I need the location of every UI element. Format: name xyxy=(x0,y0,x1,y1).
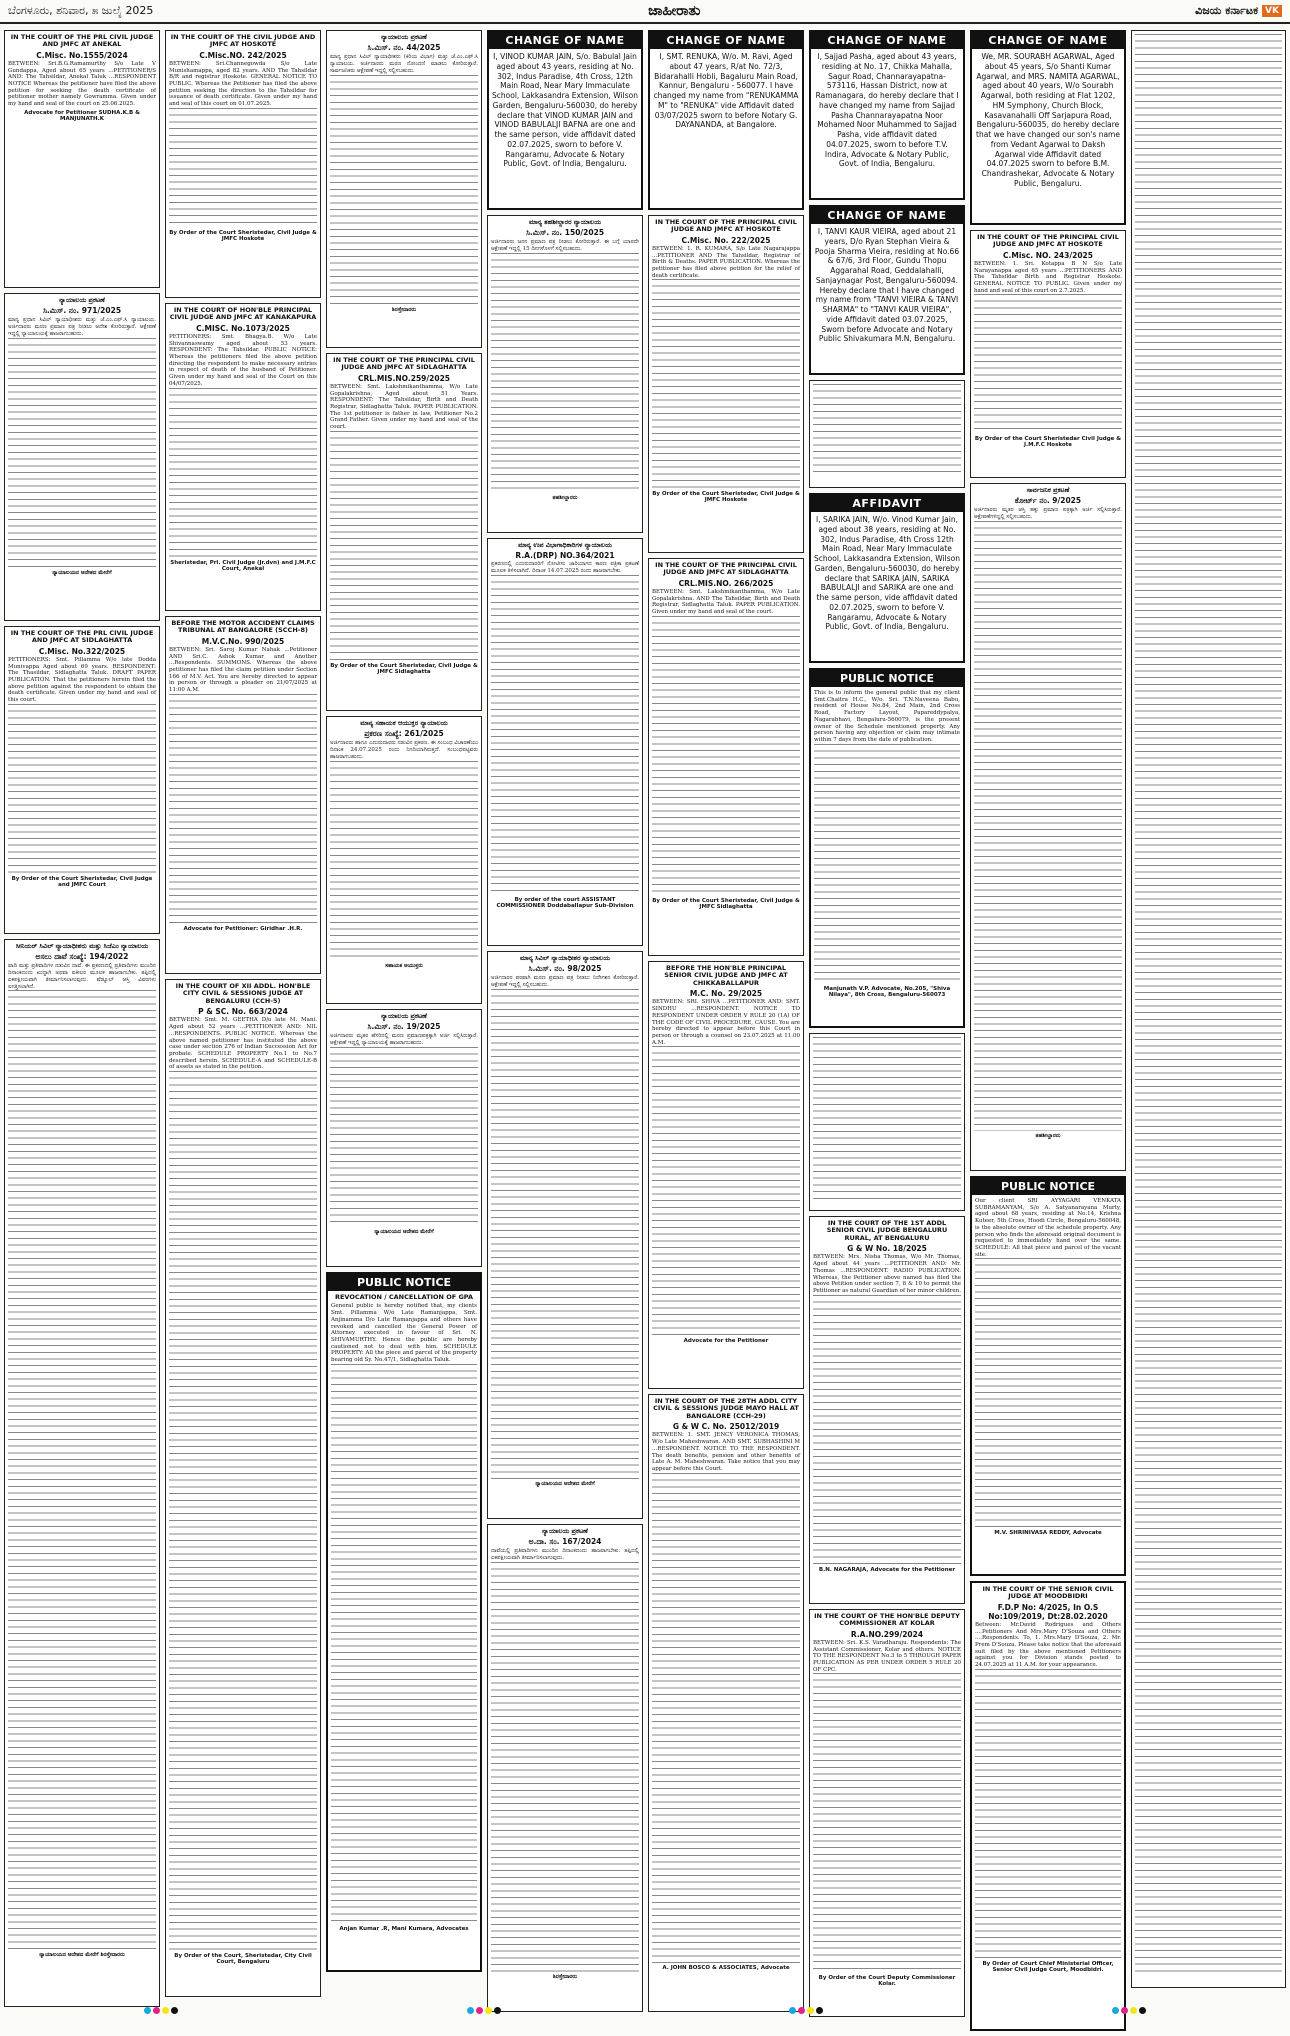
ad-body: ಅರ್ಜಿದಾರರ ಪರವಾಗಿ ಮರಣ ಪ್ರಮಾಣ ಪತ್ರ ನೀಡಲು ನಿರ್ದೇಶನ ಕೋರಿರುತ್ತಾರೆ. ಆಕ್ಷೇಪಣೆ ಇದ್ದಲ್ಲಿ ಸಲ್ಲಿಸಬಹುದು. xyxy=(491,975,639,988)
ad-signature: By Order of the Court Deputy Commissioner Kolar. xyxy=(813,1975,961,1987)
ad-body: BETWEEN: Sri.Channegowda S/o Late Munishamappa, aged 82 years. AND The Tahsildar B/R and registrar Hoskote. GENERAL NOTICE TO PUBLIC. Whereas the Petitioner has filed the above petition seeking the direction to the Tahsildar for issuance of death certificate. Given under my hand and seal of this court on 01.07.2025. xyxy=(169,61,317,108)
legal-ad xyxy=(809,1216,965,1604)
classifieds-page xyxy=(0,24,1290,1999)
legal-ad xyxy=(809,1609,965,2017)
legal-ad xyxy=(326,1009,482,1267)
ad-body: Between: Mr.David Rodrigues and Others ....Petitioners And Mrs.Mary D'Souza and Others ....Respondents. To, 1. Mrs.Mary D'Souza, 2. Mr. Prem D'Souza. Please take notice that the aforesaid suit filed by the above mentioned Petitioners against you for Division stands posted to 24.07.2025 at 11 A.M. for your appearance. xyxy=(975,1622,1121,1669)
text-block xyxy=(169,108,317,228)
text-block xyxy=(813,1673,961,1973)
text-block xyxy=(169,694,317,924)
ad-title: BEFORE THE MOTOR ACCIDENT CLAIMS TRIBUNAL AT BANGALORE (SCCH-8) xyxy=(169,620,317,635)
ad-signature: By Order of the Court Sheristedar, Civil Judge & JMFC Sidlaghatta xyxy=(330,663,478,675)
legal-ad xyxy=(4,293,160,621)
kannada-notice xyxy=(809,380,965,488)
ad-body: BETWEEN: Sri.B.G.Ramamurthy S/o Late V Gundappa, Aged about 65 years ...PETITIONER/S AND: The Tahsildar, Anekal Taluk ...RESPONDENT NOTICE Whereas the petitioner have filed the above petition for seeking the death certificate of petitioner mother namely Gowramma. Given under my hand and seal of the court on 25.06.2025. xyxy=(8,61,156,108)
ad-signature: By Order of the Court Sheristedar, Civil Judge & JMFC Sidlaghatta xyxy=(652,898,800,910)
ad-signature: M.V. SHRINIVASA REDDY, Advocate xyxy=(975,1530,1121,1536)
text-block xyxy=(330,75,478,305)
public-notice-banner: PUBLIC NOTICE xyxy=(328,1274,480,1291)
ad-title: BEFORE THE HON'BLE PRINCIPAL SENIOR CIVIL JUDGE AND JMFC AT CHIKKABALLAPUR xyxy=(652,965,800,987)
ad-title: ಮಾನ್ಯ ಸಹಾಯಕ ಆಯುಕ್ತರ ನ್ಯಾಯಾಲಯ xyxy=(330,720,478,727)
ad-body: BETWEEN: SRI. SHIVA ...PETITIONER AND: SMT. SINDHU ...RESPONDENT. NOTICE TO RESPONDENT UNDER ORDER V RULE 20 (1A) OF THE CODE OF CIVIL PROCEDURE, CAUSE. You are hereby directed to appear before this Court in person or through a counsel on 23.07.2025 at 11.00 A.M. xyxy=(652,999,800,1046)
ad-title: IN THE COURT OF THE PRINCIPAL CIVIL JUDGE AND JMFC AT SIDLAGHATTA xyxy=(330,357,478,372)
text-block xyxy=(652,616,800,896)
ad-body: ಅರ್ಜಿದಾರರು ಹಾಗೂ ಎದುರುದಾರರು ನಡುವಿನ ಪ್ರಕರಣ. ಈ ಸಂಬಂಧ ವಿಚಾರಣೆಯು ದಿನಾಂಕ 24.07.2025 ರಂದು ನಿಗದಿಯಾಗಿರುತ್ತದೆ. ಸಂಬಂಧಪಟ್ಟವರು ಹಾಜರಾಗಬಹುದು. xyxy=(330,740,478,760)
change-of-name xyxy=(809,205,965,375)
ad-signature: By order of the court ASSISTANT COMMISSIONER Doddaballapur Sub-Division xyxy=(491,897,639,909)
ad-body: General public is hereby notified that, my clients Smt. Pillamma W/o Late Ramanjappa, Smt. Anjinamma D/o Late Ramanjappa and others have revoked and cancelled the General Power of Attorney executed in favour of Sri. N. SHIVAMURTHY. Hence the public are hereby cautioned not to deal with him. SCHEDULE PROPERTY: All the piece and parcel of the property bearing old Sy. No.47/1, Sidlaghatta Taluk. xyxy=(331,1303,477,1363)
ad-signature: A. JOHN BOSCO & ASSOCIATES, Advocate xyxy=(652,1965,800,1971)
text-block xyxy=(652,1046,800,1336)
ad-case-number: ಅ.ದಾ. ಸಂ. 167/2024 xyxy=(491,1537,639,1547)
ad-body: BETWEEN: Smt. Lakshmikanthamma, W/o Late Gopalakrishna, Aged about 51 Years. RESPONDENT: The Tahsildar, Birth and Death Registrar, Sidlaghatta Taluk. PAPER PUBLICATION. The 1st petitioner is father in law, Petitioner No.2 Grand Father. Given under my hand and seal of the court. xyxy=(330,384,478,431)
ad-title: IN THE COURT OF THE CIVIL JUDGE AND JMFC AT HOSKOTE xyxy=(169,34,317,49)
ad-signature: By Order of Court Chief Ministerial Officer, Senior Civil Judge Court, Moodbidri. xyxy=(975,1961,1121,1973)
brand-name: ವಿಜಯ ಕರ್ನಾಟಕ xyxy=(1195,4,1258,18)
ad-case-number: M.C. No. 29/2025 xyxy=(652,989,800,998)
ad-case-number: C.Misc. No.1555/2024 xyxy=(8,51,156,60)
ad-title: ನ್ಯಾಯಾಲಯ ಪ್ರಕಟಣೆ xyxy=(8,297,156,304)
kannada-notice xyxy=(809,1033,965,1211)
ad-body: BETWEEN: 1. R. KUMARA, S/o Late Nagarajappa ...PETITIONER AND The Tahsildar, Registrar of Birth & Deaths. PAPER PUBLICATION. Whereas the petitioner has filed above petition for the relief of death certificate. xyxy=(652,246,800,280)
page-header xyxy=(0,0,1290,24)
public-notice-banner: PUBLIC NOTICE xyxy=(811,670,963,687)
ad-body: BETWEEN: Mrs. Nisha Thomas, W/o Mr. Thomas, Aged about 44 years ...PETITIONER AND: Mr. Thomas ...RESPONDENT. RADIO PUBLICATION. Whereas, the Petitioner above named has filed the above Petition under section 7, 8 & 10 to permit the Petitioner as natural Guardian of her minor children. xyxy=(813,1254,961,1294)
ad-case-number: P & SC. No. 663/2024 xyxy=(169,1007,317,1016)
legal-ad xyxy=(487,215,643,533)
ad-body: PETITIONERS: Smt. Bhagya.B. W/o Late Shivannaswamy aged about 53 years. RESPONDENT: The Tahsildar. PUBLIC NOTICE: Whereas the petitioners filed the above petition directing the respondent to make necessary entries in respect of death of the husband of Petitioner. Given under my hand and seal of the Court on this 04/07/2025. xyxy=(169,334,317,388)
text-block xyxy=(813,1037,961,1199)
legal-ad xyxy=(4,30,160,288)
ad-title: IN THE COURT OF THE PRINCIPAL CIVIL JUDGE AND JMFC AT SIDLAGHATTA xyxy=(652,562,800,577)
legal-ad xyxy=(165,616,321,974)
change-of-name-text: I, VINOD KUMAR JAIN, S/o. Babulal Jain aged about 43 years, residing at No. 302, Indus Paradise, 4th Cross, 12th Main Road, Near Mary Immaculate School, Lakkasandra Extension, Wilson Garden, Bengaluru-560030, do hereby declare that VINOD KUMAR JAIN and VINOD BABULALJI BAFNA are one and the same person, vide affidavit dated 02.07.2025, sworn to before V. Rangaramu, Advocate & Notary Public, Govt. of India, Bengaluru. xyxy=(492,52,638,169)
text-block xyxy=(975,1258,1121,1528)
registration-mark-icon xyxy=(1112,2007,1146,2014)
ad-title: IN THE COURT OF THE PRL CIVIL JUDGE AND JMFC AT ANEKAL xyxy=(8,34,156,49)
legal-ad xyxy=(326,716,482,1004)
ad-title: IN THE COURT OF THE PRINCIPAL CIVIL JUDGE AND JMFC AT HOSKOTE xyxy=(652,219,800,234)
change-of-name-banner: CHANGE OF NAME xyxy=(811,32,963,49)
column-6 xyxy=(809,30,965,2022)
ad-signature: By Order of the Court Sheristedar, Civil Judge and JMFC Court xyxy=(8,876,156,888)
change-of-name-banner: CHANGE OF NAME xyxy=(489,32,641,49)
ad-signature: Advocate for Petitioner SUDHA.K.B & MANJUNATH.K xyxy=(8,110,156,122)
ad-body: ಅರ್ಜಿದಾರರು ಮೃತರ ಆಸ್ತಿ ಹಕ್ಕು ಪ್ರಮಾಣ ಪತ್ರಕ್ಕಾಗಿ ಅರ್ಜಿ ಸಲ್ಲಿಸಿರುತ್ತಾರೆ. ಆಕ್ಷೇಪಣೆಗಳಿದ್ದಲ್ಲಿ ಸಲ್ಲಿಸಬಹುದು. xyxy=(974,507,1122,520)
column-7 xyxy=(970,30,1126,2036)
ad-signature: By Order of the Court, Sheristedar, City Civil Court, Bengaluru xyxy=(169,1953,317,1965)
change-of-name-text: I, Sajjad Pasha, aged about 43 years, residing at No. 17, Chikka Mahalla, Sagur Road, Channarayapatna-573116, Hassan District, now at Ramanagara, do hereby declare that I have changed my name from Sajjad Pasha Channarayapatna Noor Mohamed Noor Muhammed to Sajjad Pasha, vide affidavit dated 04.07.2025, sworn to before T.V. Indira, Advocate & Notary Public, Govt. of India, Bengaluru. xyxy=(814,52,960,169)
ad-title: ನ್ಯಾಯಾಲಯ ಪ್ರಕಟಣೆ xyxy=(330,1013,478,1020)
legal-ad xyxy=(165,303,321,611)
legal-ad xyxy=(165,979,321,1997)
ad-title: ನ್ಯಾಯಾಲಯ ಪ್ರಕಟಣೆ xyxy=(491,1528,639,1535)
ad-body: ಮಾನ್ಯ ಪ್ರಧಾನ ಸಿವಿಲ್ ನ್ಯಾಯಾಧೀಶರು (ಕಿರಿಯ ವಿಭಾಗ) ಮತ್ತು ಜೆ.ಎಂ.ಎಫ್.ಸಿ ನ್ಯಾಯಾಲಯ. ಅರ್ಜಿದಾರರು ಮರಣ ನೋಂದಣಿ ಮಾಡಲು ಕೋರಿರುತ್ತಾರೆ. ಸಾರ್ವಜನಿಕರು ಆಕ್ಷೇಪಣೆ ಇದ್ದಲ್ಲಿ ಸಲ್ಲಿಸಬಹುದು. xyxy=(330,54,478,74)
ad-case-number: ಅಸಲು ದಾವೆ ಸಂಖ್ಯೆ: 194/2022 xyxy=(8,952,156,962)
ad-signature: Manjunath V.P. Advocate, No.205, "Shiva Nilaya", 8th Cross, Bengaluru-560073 xyxy=(814,986,960,998)
legal-ad xyxy=(648,961,804,1389)
text-block xyxy=(975,1669,1121,1959)
ad-body: BETWEEN: Sri. Saroj Kumar Nahak ...Petitioner AND Sri.C. Ashok Kumar and Another ...Respondents. SUMMONS. Whereas the above petitioner has filed the claim petition under Section 166 of M.V. Act. You are hereby directed to appear in person or through a pleader on 21/07/2025 at 11:00 A.M. xyxy=(169,647,317,694)
ad-body: BETWEEN: 1. SMT. JENCY VERONICA THOMAS, W/o Late Maheshwaran. AND SMT. SUBHASHINI M ...RESPONDENT. NOTICE TO THE RESPONDENT. The death benefits, pension and other benefits of Late A. M. Maheshwaran. Take notice that you may appear before this Court. xyxy=(652,1432,800,1472)
ad-body: BETWEEN: 1. Sri. Kotappa B N S/o Late Narayanappa aged 65 years ...PETITIONERS AND The Tahsildar Birth and Registrar Hoskote. GENERAL NOTICE TO PUBLIC. Given under my hand and seal of this court on 2.7.2025. xyxy=(974,261,1122,295)
ad-title: IN THE COURT OF THE PRL CIVIL JUDGE AND JMFC AT SIDLAGHATTA xyxy=(8,630,156,645)
text-block xyxy=(974,521,1122,1131)
ad-case-number: G & W No. 18/2025 xyxy=(813,1244,961,1253)
text-block xyxy=(974,294,1122,434)
ad-title: ನ್ಯಾಯಾಲಯ ಪ್ರಕಟಣೆ xyxy=(330,34,478,41)
text-block xyxy=(652,279,800,489)
ad-signature: ತಹಶೀಲ್ದಾರರು xyxy=(491,495,639,502)
text-block xyxy=(169,1071,317,1951)
public-notice xyxy=(326,1272,482,1972)
ad-case-number: ಸಿ.ಮಿಸ್. ನಂ. 150/2025 xyxy=(491,228,639,238)
legal-ad xyxy=(648,215,804,553)
text-block xyxy=(8,338,156,568)
ad-signature: B.N. NAGARAJA, Advocate for the Petitioner xyxy=(813,1567,961,1573)
ad-body: PETITIONERS: Smt. Pillamma W/o late Dodda Munivappa Aged about 69 years. RESPONDENT: The Thasildar, Sidlaghatta Taluk. DRAFT PAPER PUBLICATION. That the petitioners herein filed the above petition against the respondent to obtain the death certificate. Given under my hand and seal of this court. xyxy=(8,657,156,704)
column-4 xyxy=(487,30,643,2017)
ad-signature: ನ್ಯಾಯಾಲಯದ ಆದೇಶದ ಮೇರೆಗೆ ಶಿರಸ್ತೇದಾರರು xyxy=(8,1952,156,1959)
ad-title: IN THE COURT OF THE SENIOR CIVIL JUDGE AT MOODBIDRI xyxy=(975,1586,1121,1601)
text-block xyxy=(330,1047,478,1227)
text-block xyxy=(491,989,639,1479)
legal-ad xyxy=(487,951,643,1519)
print-registration-marks xyxy=(0,2004,1290,2016)
ad-case-number: ಕೋರ್ಟ್ ನಂ. 9/2025 xyxy=(974,496,1122,506)
change-of-name-text: I, TANVI KAUR VIEIRA, aged about 21 years, D/o Ryan Stephan Vieira & Pooja Sharma Vieira, residing at No.66 & 67/6, 3rd Floor, Gundu Thopu Aggarahal Road, Geddalahalli, Sanjaynagar Post, Bengaluru-560094. Hereby declare that I have changed my name from "TANVI VIEIRA & TANVI SHARMA" to "TANVI KAUR VIEIRA", vide Affidavit dated 03.07.2025, Sworn before Advocate and Notary Public Shivakumara M.N, Bengaluru. xyxy=(814,227,960,344)
change-of-name xyxy=(487,30,643,210)
text-block xyxy=(813,384,961,476)
text-block xyxy=(813,1295,961,1565)
ad-signature: ನ್ಯಾಯಾಲಯದ ಆದೇಶದ ಮೇರೆಗೆ xyxy=(330,1229,478,1236)
ad-body: BETWEEN: Smt. Lakshmikanthamma, W/o Late Gopalakrishna. AND The Tahsildar, Birth and Death Registrar, Sidlaghatta Taluk. PAPER PUBLICATION. Given under my hand and seal of the court. xyxy=(652,589,800,616)
text-block xyxy=(330,761,478,961)
legal-ad xyxy=(970,230,1126,478)
registration-mark-icon xyxy=(144,2007,178,2014)
affidavit-banner: AFFIDAVIT xyxy=(811,495,963,512)
legal-ad xyxy=(4,939,160,2007)
change-of-name-text: We, MR. SOURABH AGARWAL, Aged about 45 years, S/o Shanti Kumar Agarwal, and MRS. NAMITA AGARWAL, aged about 40 years, W/o Sourabh Agarwal, both residing at Flat 1202, HM Symphony, Church Block, Kasavanahalli Off Sarjapura Road, Bengaluru-560035, do hereby declare that we have changed our son's name from Vedant Agarwal to Daksh Agarwal vide Affidavit dated 04.07.2025 sworn to before B.M. Chandrashekar, Advocate & Notary Public, Bengaluru. xyxy=(975,52,1121,189)
ad-signature: Anjan Kumar .R, Mani Kumara, Advocates xyxy=(331,1926,477,1932)
ad-title: IN THE COURT OF THE 28TH ADDL CITY CIVIL & SESSIONS JUDGE MAYO HALL AT BANGALORE (CCH-29) xyxy=(652,1398,800,1420)
text-block xyxy=(491,575,639,895)
ad-signature: ಸಹಾಯಕ ಆಯುಕ್ತರು xyxy=(330,963,478,970)
text-block xyxy=(331,1364,477,1924)
ad-title: IN THE COURT OF HON'BLE PRINCIPAL CIVIL JUDGE AND JMFC AT KANAKAPURA xyxy=(169,307,317,322)
ad-case-number: C.Misc. No. 222/2025 xyxy=(652,236,800,245)
ad-case-number: ಸಿ.ಮಿಸ್. ನಂ. 971/2025 xyxy=(8,306,156,316)
text-block xyxy=(814,744,960,984)
ad-signature: ಶಿರಸ್ತೇದಾರರು xyxy=(491,1974,639,1981)
ad-case-number: CRL.MIS.NO. 266/2025 xyxy=(652,579,800,588)
text-block xyxy=(169,388,317,558)
legal-ad xyxy=(487,1524,643,2012)
ad-case-number: C.MISC. No.1073/2025 xyxy=(169,324,317,333)
ad-signature: Sheristedar, Prl. Civil Judge (Jr.dvn) and J.M.F.C Court, Anekal xyxy=(169,560,317,572)
brand xyxy=(1195,4,1282,18)
brand-logo-icon: VK xyxy=(1262,5,1282,17)
public-notice xyxy=(970,1176,1126,1576)
legal-ad xyxy=(970,483,1126,1171)
registration-mark-icon xyxy=(789,2007,823,2014)
ad-title: IN THE COURT OF THE PRINCIPAL CIVIL JUDGE AND JMFC AT HOSKOTE xyxy=(974,234,1122,249)
change-of-name-banner: CHANGE OF NAME xyxy=(811,207,963,224)
column-3 xyxy=(326,30,482,1977)
ad-signature: ಶಿರಸ್ತೇದಾರರು xyxy=(330,307,478,314)
ad-body: BETWEEN: Smt. M. GEETHA D/o late M. Mani. Aged about 52 years ...PETITIONER AND: NIL ...RESPONDENTS. PUBLIC NOTICE. Whereas the above named petitioner has instituted the above case under section 276 of Indian Succession Act for probate. SCHEDULE PROPERTY No.1 to No.7 described herein. SCHEDULE-A and SCHEDULE-B of assets as stated in the petition. xyxy=(169,1017,317,1071)
ad-case-number: R.A.(DRP) NO.364/2021 xyxy=(491,551,639,560)
text-block xyxy=(652,1473,800,1963)
change-of-name-text: I, SMT. RENUKA, W/o. M. Ravi, Aged about 47 years, R/at No. 72/3, Bidarahalli Hobli, Bagaluru Main Road, Kannur, Bengaluru - 560077. I have changed my name from "RENUKAMMA M" to "RENUKA" vide Affidavit dated 03/07/2025 sworn to before Notary G. DAYANANDA, at Bangalore. xyxy=(653,52,799,130)
ad-case-number: C.Misc. No.322/2025 xyxy=(8,647,156,656)
column-1 xyxy=(4,30,160,2012)
ad-case-number: R.A.NO.299/2024 xyxy=(813,1630,961,1639)
text-block xyxy=(1135,34,1282,1974)
registration-mark-icon xyxy=(467,2007,501,2014)
ad-body: ಮಾನ್ಯ ಪ್ರಧಾನ ಸಿವಿಲ್ ನ್ಯಾಯಾಧೀಶರು ಮತ್ತು ಜೆ.ಎಂ.ಎಫ್.ಸಿ ನ್ಯಾಯಾಲಯ. ಅರ್ಜಿದಾರರು ಮರಣ ಪ್ರಮಾಣ ಪತ್ರ ನೀಡಲು ಆದೇಶ ಕೋರಿರುತ್ತಾರೆ. ಆಕ್ಷೇಪಣೆ ಇದ್ದಲ್ಲಿ ನ್ಯಾಯಾಲಯಕ್ಕೆ ಹಾಜರಾಗಬಹುದು. xyxy=(8,317,156,337)
ad-body: ದಾವೆಯಲ್ಲಿ ಪ್ರತಿವಾದಿಗಳು ಮುಂದಿನ ದಿನಾಂಕದಂದು ಹಾಜರಾಗಬೇಕು. ತಪ್ಪಿದಲ್ಲಿ ಏಕಪಕ್ಷೀಯವಾಗಿ ತೀರ್ಮಾನಿಸಲಾಗುವುದು. xyxy=(491,1548,639,1561)
ad-signature: By Order of the Court Sheristedar Civil Judge & J.M.F.C Hoskote xyxy=(974,436,1122,448)
public-notice-banner: PUBLIC NOTICE xyxy=(972,1178,1124,1195)
ad-body: BETWEEN: Sri. K.S. Varadharaju. Respondents: The Assistant Commissioner, Kolar and others. NOTICE TO THE RESPONDENT No.3 to 5 THROUGH PAPER PUBLICATION AS PER UNDER ORDER 5 RULE 20 OF CPC. xyxy=(813,1640,961,1674)
ad-signature: By Order of the Court Sheristedar, Civil Judge & JMFC Hoskote xyxy=(652,491,800,503)
text-block xyxy=(8,704,156,874)
ad-signature: By Order of the Court Sheristedar, Civil Judge & JMFC Hoskote xyxy=(169,230,317,242)
ad-case-number: M.V.C.No. 990/2025 xyxy=(169,637,317,646)
ad-signature: ನ್ಯಾಯಾಲಯದ ಆದೇಶದ ಮೇರೆಗೆ xyxy=(8,570,156,577)
change-of-name-banner: CHANGE OF NAME xyxy=(650,32,802,49)
ad-case-number: CRL.MIS.NO.259/2025 xyxy=(330,374,478,383)
ad-title: ಸಾರ್ವಜನಿಕ ಪ್ರಕಟಣೆ xyxy=(974,487,1122,494)
ad-case-number: G & W C. No. 25012/2019 xyxy=(652,1422,800,1431)
public-notice xyxy=(809,668,965,1028)
change-of-name xyxy=(648,30,804,210)
ad-title: IN THE COURT OF THE HON'BLE DEPUTY COMMISSIONER AT KOLAR xyxy=(813,1613,961,1628)
affidavit-text: I, SARIKA JAIN, W/o. Vinod Kumar Jain, aged about 38 years, residing at No. 302, Indus Paradise, 4th Cross 12th Main Road, Near Mary Immaculate School, Lakkasandra Extension, Wilson Garden, Bengaluru-560030, do hereby declare that SARIKA JAIN, SARIKA BABULALJI and SARIKA are one and the same person, vide affidavit dated 02.07.2025, sworn to before V. Rangaramu, Advocate & Notary Public, Govt. of India, Bengaluru. xyxy=(814,515,960,632)
ad-title: IN THE COURT OF THE 1ST ADDL SENIOR CIVIL JUDGE BENGALURU RURAL, AT BENGALURU xyxy=(813,1220,961,1242)
legal-ad xyxy=(648,1394,804,2012)
text-block xyxy=(330,431,478,661)
date-line: ಬೆಂಗಳೂರು, ಶನಿವಾರ, ೫ ಜುಲೈ 2025 xyxy=(8,4,153,18)
ad-case-number: C.Misc. NO. 243/2025 xyxy=(974,251,1122,260)
legal-ad xyxy=(487,538,643,946)
ad-case-number: ಸಿ.ಮಿಸ್. ನಂ. 98/2025 xyxy=(491,964,639,974)
column-8 xyxy=(1131,30,1286,1993)
text-block xyxy=(491,253,639,493)
ad-title: ಮಾನ್ಯ ತಹಶೀಲ್ದಾರರ ನ್ಯಾಯಾಲಯ xyxy=(491,219,639,226)
ad-signature: ನ್ಯಾಯಾಲಯದ ಆದೇಶದ ಮೇರೆಗೆ xyxy=(491,1481,639,1488)
change-of-name-banner: CHANGE OF NAME xyxy=(972,32,1124,49)
ad-signature: Advocate for the Petitioner xyxy=(652,1338,800,1344)
ad-signature: Advocate for Petitioner: Giridhar .H.R. xyxy=(169,926,317,932)
legal-ad xyxy=(165,30,321,298)
change-of-name xyxy=(809,30,965,200)
legal-ad xyxy=(4,626,160,934)
change-of-name xyxy=(970,30,1126,225)
ad-case-number: ಸಿ.ಮಿಸ್. ನಂ. 44/2025 xyxy=(330,43,478,53)
ad-body: ಅರ್ಜಿದಾರರು ಮೃತರ ಹೆಸರಿನಲ್ಲಿ ಮರಣ ಪ್ರಮಾಣಪತ್ರಕ್ಕಾಗಿ ಅರ್ಜಿ ಸಲ್ಲಿಸಿರುತ್ತಾರೆ. ಆಕ್ಷೇಪಣೆ ಇದ್ದಲ್ಲಿ ನ್ಯಾಯಾಲಯಕ್ಕೆ ಹಾಜರಾಗಬಹುದು. xyxy=(330,1033,478,1046)
text-block xyxy=(491,1562,639,1972)
affidavit xyxy=(809,493,965,663)
ad-case-number: ಪ್ರಕರಣ ಸಂಖ್ಯೆ: 261/2025 xyxy=(330,729,478,739)
legal-ad xyxy=(326,30,482,348)
column-5 xyxy=(648,30,804,2017)
ad-body: Our client SRI AYYAGARI VENKATA SUBRAMANYAM, S/o A. Satyanarayana Murty, aged about 68 years, residing at No.14, Krishna Kuteer, 5th Cross, Hoodi Circle, Bengaluru-560048, is the absolute owner of the schedule property. Any person who finds the aforesaid original document is requested to immediately hand over the same. SCHEDULE: All that piece and parcel of the vacant site. xyxy=(975,1198,1121,1258)
ad-title: REVOCATION / CANCELLATION OF GPA xyxy=(331,1294,477,1301)
ad-title: ಮಾನ್ಯ ಉಪ ವಿಭಾಗಾಧಿಕಾರಿಗಳ ನ್ಯಾಯಾಲಯ xyxy=(491,542,639,549)
masthead: ಜಾಹೀರಾತು xyxy=(648,3,700,19)
ad-body: ಅರ್ಜಿದಾರರು ಜನನ ಪ್ರಮಾಣ ಪತ್ರ ನೀಡಲು ಕೋರಿರುತ್ತಾರೆ. ಈ ಬಗ್ಗೆ ಯಾರದೇ ಆಕ್ಷೇಪಣೆ ಇದ್ದಲ್ಲಿ 15 ದಿನಗಳೊಳಗೆ ಸಲ್ಲಿಸಬಹುದು. xyxy=(491,239,639,252)
legal-ad xyxy=(648,558,804,956)
kannada-notice xyxy=(1131,30,1286,1988)
ad-body: This is to inform the general public that my client Smt.Chaitra H.C., W/o. Sri. T.N.Naveena Babu, resident of House No.84, 2nd Main, 2nd Cross Road, Factory Layout, Papareddypalya, Nagarabhavi, Bengaluru-560079, is the present owner of the Schedule mentioned property. Any person having any objection or claim may intimate within 7 days from the date of publication. xyxy=(814,690,960,744)
ad-case-number: ಸಿ.ಮಿಸ್. ನಂ. 19/2025 xyxy=(330,1022,478,1032)
legal-ad xyxy=(326,353,482,711)
text-block xyxy=(8,990,156,1950)
ad-title: ಮಾನ್ಯ ಸಿವಿಲ್ ನ್ಯಾಯಾಧೀಶರ ನ್ಯಾಯಾಲಯ xyxy=(491,955,639,962)
ad-case-number: F.D.P No: 4/2025, In O.S No:109/2019, Dt:28.02.2020 xyxy=(975,1603,1121,1621)
ad-body: ಪ್ರಕರಣದಲ್ಲಿ ಎದುರುದಾರರಿಗೆ ನೋಟೀಸು ಜಾರಿಯಾಗದ ಕಾರಣ ಪತ್ರಿಕಾ ಪ್ರಕಟಣೆ ಮೂಲಕ ತಿಳಿಸಲಾಗಿದೆ. ದಿನಾಂಕ 14.07.2025 ರಂದು ಹಾಜರಾಗಬೇಕು. xyxy=(491,561,639,574)
ad-case-number: C.Misc.NO. 242/2025 xyxy=(169,51,317,60)
legal-ad xyxy=(970,1581,1126,2031)
ad-title: IN THE COURT OF XII ADDL. HON'BLE CITY CIVIL & SESSIONS JUDGE AT BENGALURU (CCH-5) xyxy=(169,983,317,1005)
column-2 xyxy=(165,30,321,2002)
ad-title: ಸೀನಿಯರ್ ಸಿವಿಲ್ ನ್ಯಾಯಾಧೀಶರು ಮತ್ತು ಸಿಜೆಎಂ ನ್ಯಾಯಾಲಯ xyxy=(8,943,156,950)
ad-body: ವಾದಿ ಮತ್ತು ಪ್ರತಿವಾದಿಗಳ ನಡುವಿನ ದಾವೆ. ಈ ಪ್ರಕರಣದಲ್ಲಿ ಪ್ರತಿವಾದಿಗಳು ಮುಂದಿನ ದಿನಾಂಕದಂದು ಖುದ್ದಾಗಿ ಅಥವಾ ವಕೀಲರ ಮೂಲಕ ಹಾಜರಾಗಬೇಕು. ತಪ್ಪಿದಲ್ಲಿ ಏಕಪಕ್ಷೀಯವಾಗಿ ತೀರ್ಮಾನಿಸಲಾಗುವುದು. ಷೆಡ್ಯೂಲ್ ಆಸ್ತಿ ವಿವರಗಳು ಲಗತ್ತಿಸಲಾಗಿದೆ. xyxy=(8,963,156,990)
ad-signature: ತಹಶೀಲ್ದಾರರು xyxy=(974,1133,1122,1140)
